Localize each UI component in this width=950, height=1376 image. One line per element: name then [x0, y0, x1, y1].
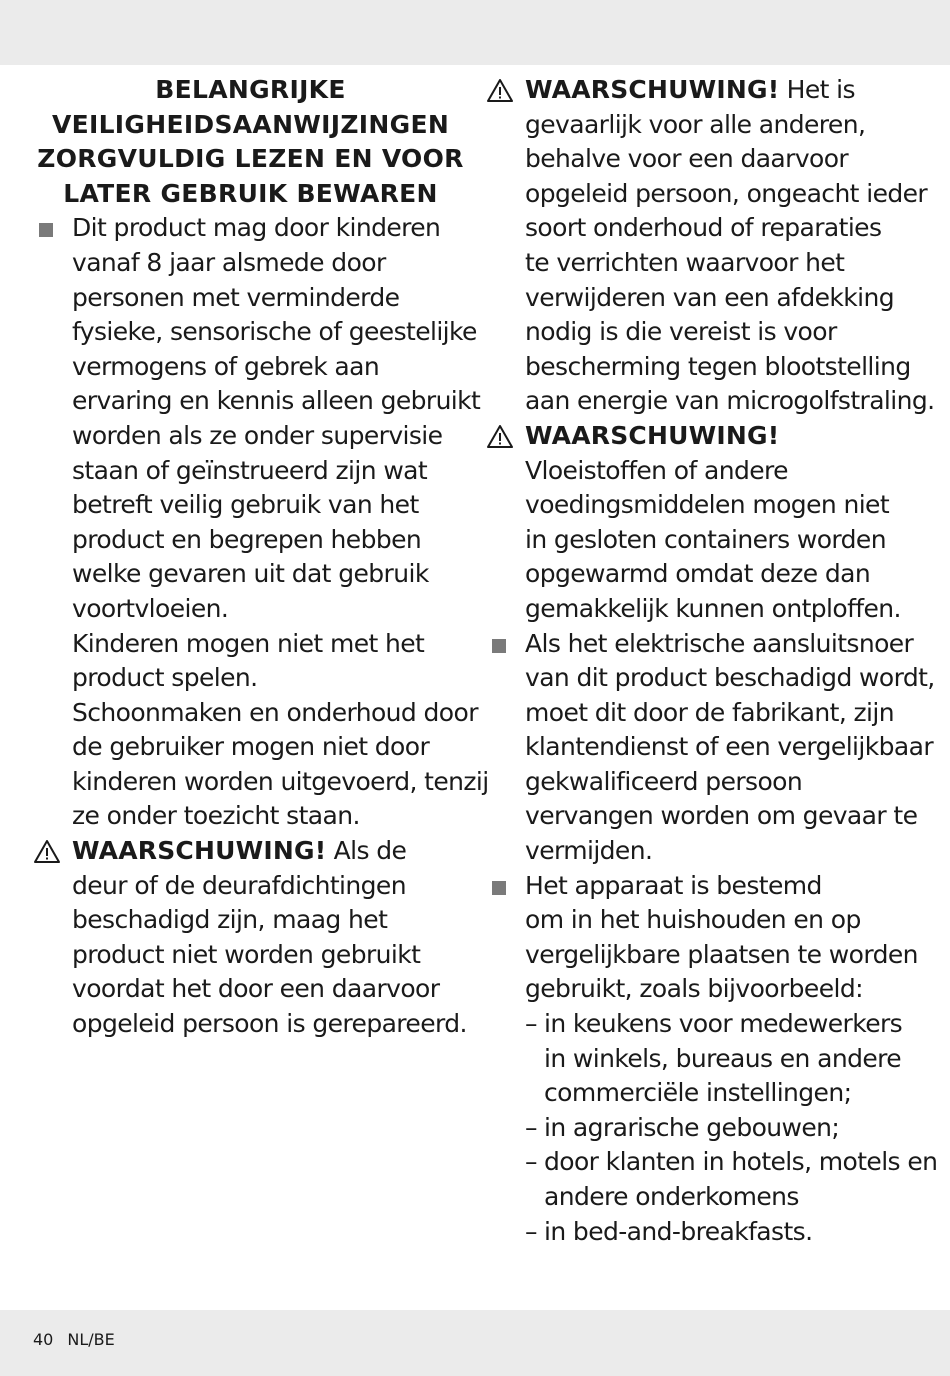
text-line: aan energie van microgolfstraling.	[525, 386, 935, 416]
text-line: van dit product beschadigd wordt,	[525, 663, 935, 693]
warning-triangle-icon	[33, 839, 61, 864]
warning-first-line	[525, 419, 926, 454]
dash-marker: –	[525, 1216, 537, 1246]
heading-line: LATER GEBRUIK BEWAREN	[63, 178, 438, 208]
text-line: beschadigd zijn, maag het	[72, 905, 388, 935]
page-footer	[33, 1330, 129, 1349]
text-line: product spelen.	[72, 663, 258, 693]
text-line: ervaring en kennis alleen gebruikt	[72, 386, 481, 416]
text-line: te verrichten waarvoor het	[525, 247, 845, 277]
text-line: Dit product mag door kinderen	[72, 213, 441, 243]
page-number: 40	[33, 1330, 54, 1349]
text-line: opgewarmd omdat deze dan	[525, 559, 871, 589]
text-line: personen met verminderde	[72, 282, 400, 312]
text-line: vervangen worden om gevaar te	[525, 801, 918, 831]
left-column	[33, 73, 489, 1042]
text-line: Het apparaat is bestemd	[525, 870, 822, 900]
warning-text: Het is	[779, 75, 855, 104]
text-line: opgeleid persoon is gerepareerd.	[72, 1009, 467, 1039]
text-line: verwijderen van een afdekking	[525, 282, 894, 312]
text-line: ze onder toezicht staan.	[72, 801, 360, 831]
bullet-item-intended-use	[486, 869, 938, 1250]
warning-text: Als de	[326, 836, 407, 866]
text-line: staan of geïnstrueerd zijn wat	[72, 455, 428, 485]
text-line: welke gevaren uit dat gebruik	[72, 559, 429, 589]
warning-item-microwave-energy	[486, 73, 935, 419]
text-line: de gebruiker mogen niet door	[72, 732, 430, 762]
text-line: moet dit door de fabrikant, zijn	[525, 697, 894, 727]
text-line: voedingsmiddelen mogen niet	[525, 490, 890, 520]
text-line: gekwalificeerd persoon	[525, 766, 803, 796]
text-line: product niet worden gebruikt	[72, 939, 421, 969]
text-line: kinderen worden uitgevoerd, tenzij	[72, 766, 489, 796]
sub-list-item	[525, 1111, 926, 1146]
bottom-band	[0, 1310, 950, 1376]
sub-list-item	[525, 1145, 938, 1214]
text-line: om in het huishouden en op	[525, 905, 861, 935]
warning-triangle-icon	[486, 78, 514, 103]
text-line: Als het elektrische aansluitsnoer	[525, 628, 914, 658]
text-line: vermogens of gebrek aan	[72, 351, 380, 381]
text-line: gevaarlijk voor alle anderen,	[525, 109, 866, 139]
text-line: in gesloten containers worden	[525, 524, 886, 554]
square-bullet-icon	[492, 639, 506, 653]
square-bullet-icon	[492, 881, 506, 895]
warning-label: WAARSCHUWING!	[72, 836, 327, 866]
locale-label: NL/BE	[67, 1330, 115, 1349]
dash-marker: –	[525, 1147, 537, 1177]
text-line: worden als ze onder supervisie	[72, 420, 443, 450]
text-line: fysieke, sensorische of geestelijke	[72, 317, 477, 347]
text-line: in keukens voor medewerkers	[544, 1009, 903, 1039]
text-line: gemakkelijk kunnen ontploffen.	[525, 593, 901, 623]
bullet-item-power-cord	[486, 627, 935, 869]
text-line: door klanten in hotels, motels en	[544, 1147, 938, 1177]
heading-line: ZORGVULDIG LEZEN EN VOOR	[37, 144, 464, 174]
text-line: opgeleid persoon, ongeacht ieder	[525, 178, 928, 208]
heading-line: VEILIGHEIDSAANWIJZINGEN	[51, 109, 450, 139]
text-line: nodig is die vereist is voor	[525, 317, 837, 347]
warning-first-line	[525, 73, 926, 108]
text-line: Vloeistoffen of andere	[525, 455, 788, 485]
text-line: andere onderkomens	[544, 1182, 799, 1211]
sub-list-item	[525, 1215, 926, 1250]
text-line: behalve voor een daarvoor	[525, 144, 849, 174]
text-line: Kinderen mogen niet met het	[72, 628, 425, 658]
warning-label: WAARSCHUWING!	[525, 420, 780, 450]
text-line: in agrarische gebouwen;	[544, 1112, 840, 1142]
text-line: klantendienst of een vergelijkbaar	[525, 732, 933, 762]
text-line: deur of de deurafdichtingen	[72, 870, 406, 900]
square-bullet-icon	[39, 223, 53, 237]
warning-item-door	[33, 834, 468, 1042]
dash-marker: –	[525, 1009, 537, 1039]
heading-line: BELANGRIJKE	[155, 75, 346, 104]
text-line: Schoonmaken en onderhoud door	[72, 697, 478, 727]
text-line: voortvloeien.	[72, 593, 229, 623]
sub-list-item	[525, 1007, 926, 1111]
text-line: gebruikt, zoals bijvoorbeeld:	[525, 974, 863, 1004]
text-line: commerciële instellingen;	[544, 1078, 852, 1108]
warning-label: WAARSCHUWING!	[525, 75, 780, 104]
warning-item-liquids	[486, 419, 926, 627]
dash-marker: –	[525, 1112, 537, 1142]
text-line: vanaf 8 jaar alsmede door	[72, 247, 386, 277]
warning-first-line	[72, 834, 468, 869]
text-line: product en begrepen hebben	[72, 524, 422, 554]
text-line: soort onderhoud of reparaties	[525, 213, 882, 243]
top-band	[0, 0, 950, 65]
right-column	[486, 73, 938, 1249]
text-line: in winkels, bureaus en andere	[544, 1043, 902, 1073]
text-line: bescherming tegen blootstelling	[525, 351, 911, 381]
text-line: vergelijkbare plaatsen te worden	[525, 939, 918, 969]
text-line: voordat het door een daarvoor	[72, 974, 440, 1004]
bullet-item-children	[33, 211, 489, 834]
text-line: betreft veilig gebruik van het	[72, 490, 419, 520]
text-line: vermijden.	[525, 836, 653, 866]
safety-heading	[33, 73, 468, 211]
text-line: in bed-and-breakfasts.	[544, 1216, 813, 1246]
warning-triangle-icon	[486, 424, 514, 449]
